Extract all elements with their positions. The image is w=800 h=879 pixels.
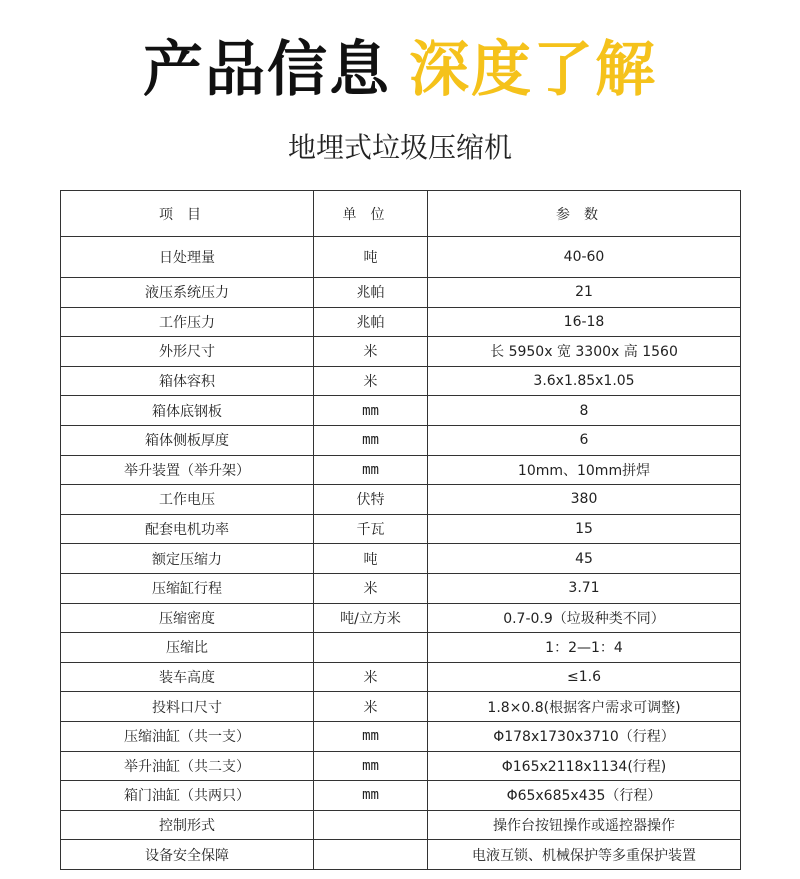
item-cell: 压缩比 <box>61 633 314 663</box>
unit-cell: 伏特 <box>314 485 428 515</box>
item-cell: 箱体底钢板 <box>61 396 314 426</box>
value-cell: 1：2—1：4 <box>428 633 741 663</box>
table-row <box>61 662 741 692</box>
header-item: 项目 <box>61 191 314 237</box>
value-cell: 0.7-0.9（垃圾种类不同） <box>428 603 741 633</box>
unit-cell: 米 <box>314 366 428 396</box>
unit-cell: 兆帕 <box>314 278 428 308</box>
value-cell: Φ165x2118x1134(行程) <box>428 751 741 781</box>
spec-table <box>60 190 741 870</box>
item-cell: 举升装置（举升架） <box>61 455 314 485</box>
value-cell: 6 <box>428 425 741 455</box>
unit-cell: mm <box>314 721 428 751</box>
table-row <box>61 573 741 603</box>
table-row <box>61 485 741 515</box>
header-param: 参数 <box>428 191 741 237</box>
unit-cell: mm <box>314 781 428 811</box>
table-row <box>61 514 741 544</box>
item-cell: 箱体侧板厚度 <box>61 425 314 455</box>
item-cell: 工作电压 <box>61 485 314 515</box>
unit-cell: mm <box>314 425 428 455</box>
table-header-row <box>61 191 741 237</box>
unit-cell <box>314 840 428 870</box>
unit-cell: 吨/立方米 <box>314 603 428 633</box>
table-row <box>61 751 741 781</box>
table-row <box>61 307 741 337</box>
item-cell: 控制形式 <box>61 810 314 840</box>
value-cell: 电液互锁、机械保护等多重保护装置 <box>428 840 741 870</box>
product-name: 地埋式垃圾压缩机 <box>287 131 512 164</box>
page-header <box>0 34 800 106</box>
header-unit: 单位 <box>314 191 428 237</box>
unit-cell: mm <box>314 396 428 426</box>
table-row <box>61 603 741 633</box>
item-cell: 压缩密度 <box>61 603 314 633</box>
unit-cell: 吨 <box>314 237 428 278</box>
table-row <box>61 396 741 426</box>
table-row <box>61 455 741 485</box>
value-cell: 380 <box>428 485 741 515</box>
value-cell: 1.8×0.8(根据客户需求可调整) <box>428 692 741 722</box>
table-row <box>61 425 741 455</box>
table-row <box>61 278 741 308</box>
unit-cell: mm <box>314 455 428 485</box>
item-cell: 压缩油缸（共一支） <box>61 721 314 751</box>
table-row <box>61 840 741 870</box>
unit-cell: 米 <box>314 662 428 692</box>
item-cell: 配套电机功率 <box>61 514 314 544</box>
item-cell: 外形尺寸 <box>61 337 314 367</box>
item-cell: 装车高度 <box>61 662 314 692</box>
table-row <box>61 810 741 840</box>
table-row <box>61 633 741 663</box>
unit-cell: 米 <box>314 573 428 603</box>
header-title-black: 产品信息 <box>143 35 391 105</box>
unit-cell: mm <box>314 751 428 781</box>
item-cell: 液压系统压力 <box>61 278 314 308</box>
item-cell: 箱门油缸（共两只） <box>61 781 314 811</box>
value-cell: 45 <box>428 544 741 574</box>
value-cell: Φ178x1730x3710（行程） <box>428 721 741 751</box>
value-cell: 21 <box>428 278 741 308</box>
table-row <box>61 544 741 574</box>
header-title-yellow: 深度了解 <box>409 35 657 105</box>
value-cell: 3.71 <box>428 573 741 603</box>
value-cell: 40-60 <box>428 237 741 278</box>
item-cell: 日处理量 <box>61 237 314 278</box>
value-cell: 15 <box>428 514 741 544</box>
table-row <box>61 366 741 396</box>
unit-cell: 吨 <box>314 544 428 574</box>
item-cell: 压缩缸行程 <box>61 573 314 603</box>
unit-cell <box>314 810 428 840</box>
table-row <box>61 721 741 751</box>
value-cell: ≤1.6 <box>428 662 741 692</box>
item-cell: 举升油缸（共二支） <box>61 751 314 781</box>
table-row <box>61 337 741 367</box>
table-row <box>61 692 741 722</box>
value-cell: 3.6x1.85x1.05 <box>428 366 741 396</box>
unit-cell: 米 <box>314 337 428 367</box>
unit-cell: 千瓦 <box>314 514 428 544</box>
value-cell: 操作台按钮操作或遥控器操作 <box>428 810 741 840</box>
table-row <box>61 237 741 278</box>
item-cell: 设备安全保障 <box>61 840 314 870</box>
value-cell: 8 <box>428 396 741 426</box>
value-cell: 10mm、10mm拼焊 <box>428 455 741 485</box>
item-cell: 额定压缩力 <box>61 544 314 574</box>
unit-cell <box>314 633 428 663</box>
value-cell: 16-18 <box>428 307 741 337</box>
value-cell: 长 5950x 宽 3300x 高 1560 <box>428 337 741 367</box>
item-cell: 工作压力 <box>61 307 314 337</box>
unit-cell: 米 <box>314 692 428 722</box>
unit-cell: 兆帕 <box>314 307 428 337</box>
table-row <box>61 781 741 811</box>
item-cell: 投料口尺寸 <box>61 692 314 722</box>
item-cell: 箱体容积 <box>61 366 314 396</box>
value-cell: Φ65x685x435（行程） <box>428 781 741 811</box>
